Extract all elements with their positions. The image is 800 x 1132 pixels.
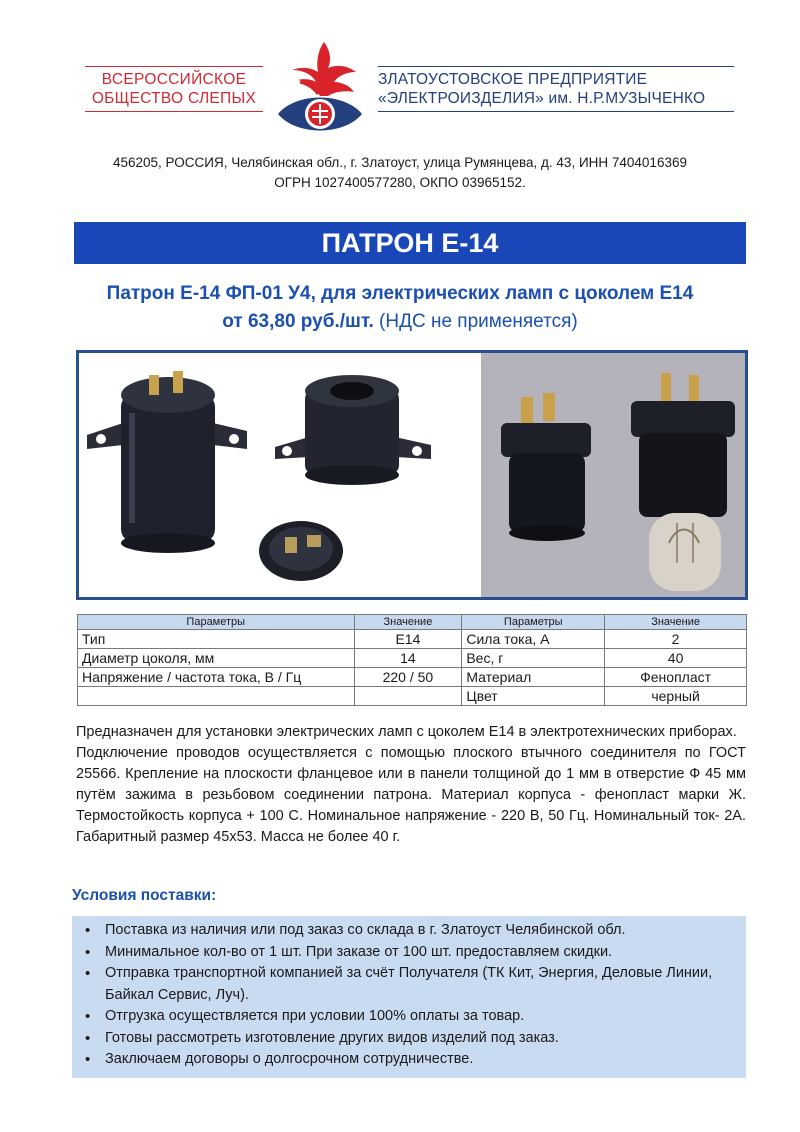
spec-header-value-1: Значение: [354, 615, 462, 630]
list-item: • Минимальное кол-во от 1 шт. При заказе от 100 шт. предоставляем скидки.: [95, 942, 738, 964]
spec-value: Фенопласт: [605, 668, 747, 687]
org-left-rule-top: [85, 66, 263, 67]
org-left-line2: ОБЩЕСТВО СЛЕПЫХ: [91, 90, 257, 107]
spec-param: Сила тока, А: [462, 630, 605, 649]
table-row: [78, 649, 747, 668]
company-address: [0, 153, 800, 193]
pegasus-eye-logo-icon: [272, 38, 368, 142]
table-row: [78, 630, 747, 649]
org-right-name: [378, 70, 734, 108]
spec-value: 40: [605, 649, 747, 668]
lampholder-photo-left: [79, 353, 479, 597]
lampholder-with-bulb-photo: [481, 353, 748, 597]
spec-value: [354, 687, 462, 706]
description-paragraph-2: Подключение проводов осуществляется с помощью плоского втычного соединителя по ГОСТ 25566. Крепление на плоскости фланцевое или в панели толщиной до 1 мм в отверстие Ф 45 мм путём зажима в резьбовом соединении патрона. Материал корпуса - фенопласт марки Ж. Термостойкость корпуса + 100 С. Номинальное напряжение - 220 В, 50 Гц. Номинальный ток- 2А. Габаритный размер 45х53. Масса не более 40 г.: [76, 745, 746, 845]
org-right-rule-top: [378, 66, 734, 67]
list-item: • Отправка транспортной компанией за счёт Получателя (ТК Кит, Энергия, Деловые Линии, Байкал Сервис, Луч).: [95, 963, 738, 1006]
list-item: • Готовы рассмотреть изготовление других видов изделий под заказ.: [95, 1028, 738, 1050]
product-description: [76, 722, 746, 848]
spec-param: Тип: [78, 630, 355, 649]
spec-value: Е14: [354, 630, 462, 649]
org-right-rule-bottom: [378, 111, 734, 112]
spec-value: черный: [605, 687, 747, 706]
terms-heading: Условия поставки:: [72, 887, 217, 904]
spec-param: Напряжение / частота тока, В / Гц: [78, 668, 355, 687]
spec-param: [78, 687, 355, 706]
org-left-rule-bottom: [85, 111, 263, 112]
terms-list: [80, 920, 738, 1071]
product-subtitle-block: [0, 280, 800, 336]
spec-table: [77, 614, 747, 706]
table-row: [78, 687, 747, 706]
spec-value: 2: [605, 630, 747, 649]
description-paragraph-1: Предназначен для установки электрических ламп с цоколем Е14 в электротехнических приборах.: [76, 724, 737, 740]
org-left-name: [85, 70, 263, 108]
spec-header-value-2: Значение: [605, 615, 747, 630]
spec-header-param-1: Параметры: [78, 615, 355, 630]
address-line1: 456205, РОССИЯ, Челябинская обл., г. Златоуст, улица Румянцева, д. 43, ИНН 7404016369: [113, 155, 687, 170]
spec-table-header-row: [78, 615, 747, 630]
price-line: [0, 308, 800, 336]
list-item: • Отгрузка осуществляется при условии 100% оплаты за товар.: [95, 1006, 738, 1028]
spec-param: Цвет: [462, 687, 605, 706]
table-row: [78, 668, 747, 687]
price-note: (НДС не применяется): [379, 311, 578, 332]
address-line2: ОГРН 1027400577280, ОКПО 03965152.: [274, 175, 526, 190]
product-price: от 63,80 руб./шт.: [222, 311, 374, 332]
spec-param: Материал: [462, 668, 605, 687]
spec-param: Вес, г: [462, 649, 605, 668]
product-photos: [76, 350, 748, 600]
product-subtitle: Патрон Е-14 ФП-01 У4, для электрических ламп с цоколем Е14: [106, 283, 694, 304]
spec-param: Диаметр цоколя, мм: [78, 649, 355, 668]
org-left-line1: ВСЕРОССИЙСКОЕ: [101, 71, 247, 88]
list-item: • Поставка из наличия или под заказ со склада в г. Златоуст Челябинской обл.: [95, 920, 738, 942]
product-title: ПАТРОН Е-14: [74, 222, 746, 264]
spec-header-param-2: Параметры: [462, 615, 605, 630]
spec-value: 220 / 50: [354, 668, 462, 687]
org-right-line2: «ЭЛЕКТРОИЗДЕЛИЯ» им. Н.Р.МУЗЫЧЕНКО: [378, 90, 706, 107]
terms-box: [72, 916, 746, 1078]
spec-value: 14: [354, 649, 462, 668]
list-item: • Заключаем договоры о долгосрочном сотрудничестве.: [95, 1049, 738, 1071]
org-right-line1: ЗЛАТОУСТОВСКОЕ ПРЕДПРИЯТИЕ: [378, 71, 648, 88]
lampholder-photo-right: [481, 353, 748, 597]
